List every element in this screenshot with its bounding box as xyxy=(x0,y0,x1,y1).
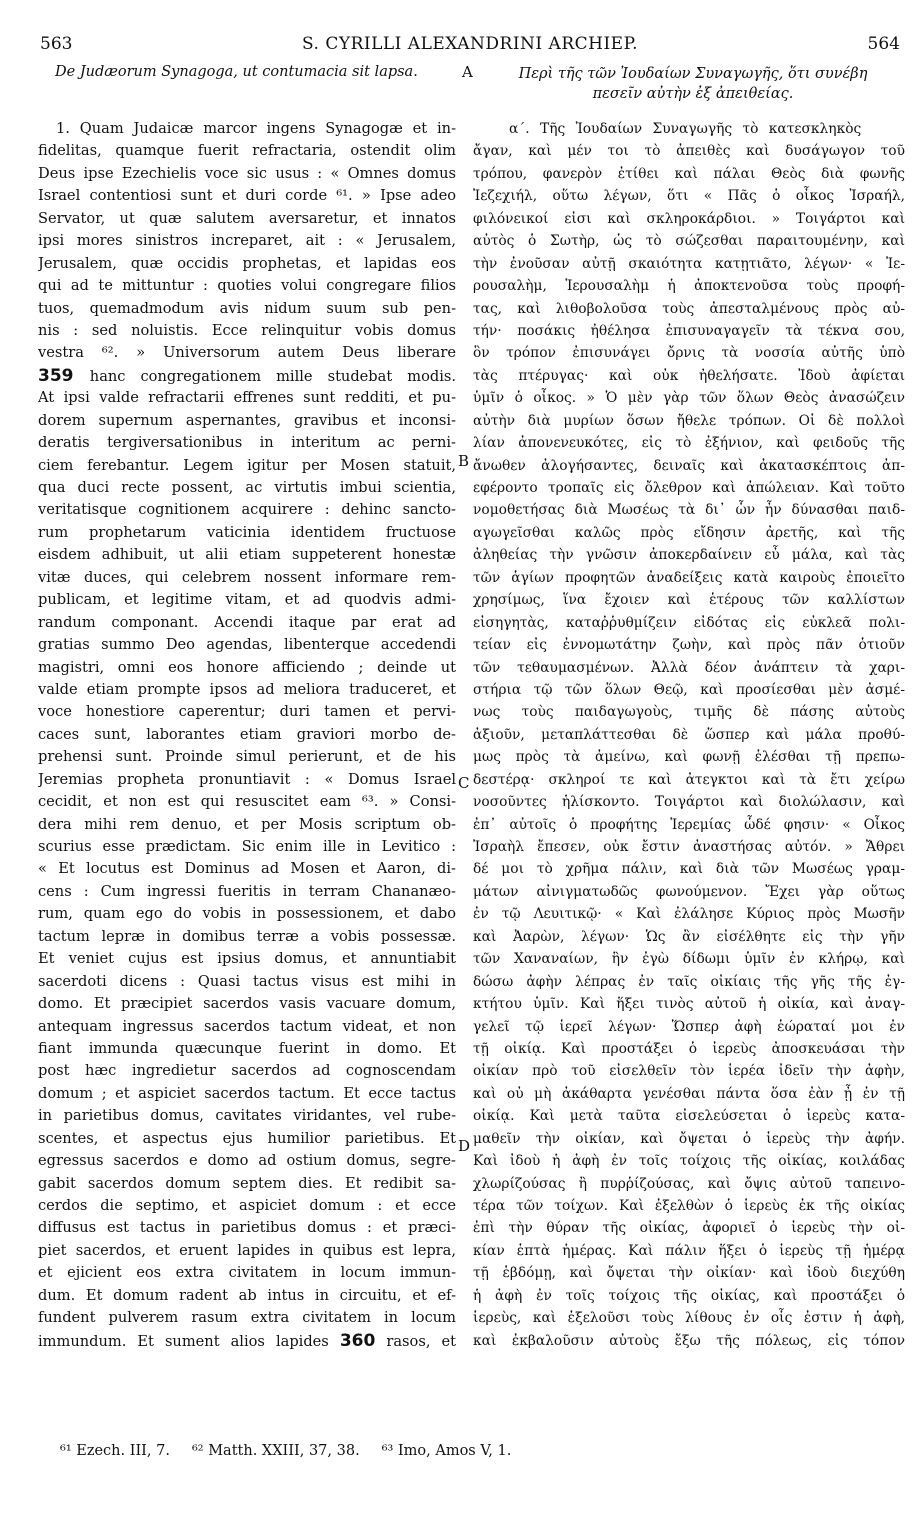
latin-line: piet sacerdos, et eruent lapides in quibus est lepra, xyxy=(38,1241,456,1259)
footnote: ⁶¹ Ezech. III, 7. xyxy=(60,1443,170,1459)
greek-line: κτήτου ὑμῖν. Καὶ ἥξει τινὸς αὐτοῦ ἡ οἰκία, καὶ ἀναγ- xyxy=(473,996,905,1013)
column-number-359: 359 xyxy=(38,365,90,386)
latin-line: Jeremias propheta pronuntiavit : « Domus Israel xyxy=(38,770,456,788)
page-number-left: 563 xyxy=(40,34,73,54)
greek-line: χρησίμως, ἵνα ἔχοιεν καὶ ἑτέρους τῶν καλλίστων xyxy=(473,592,905,609)
latin-line: caces sunt, laborantes etiam graviori morbo de- xyxy=(38,725,456,743)
margin-letter-b: B xyxy=(458,452,470,470)
greek-line: καὶ ἐκβαλοῦσιν αὐτοὺς ἔξω τῆς πόλεως, εἰς τόπον xyxy=(473,1332,905,1349)
latin-line: At ipsi valde refractarii effrenes sunt redditi, et pu- xyxy=(38,389,456,407)
section-mark-a: A xyxy=(462,63,473,81)
latin-line: « Et locutus est Dominus ad Mosen et Aaron, di- xyxy=(38,860,456,878)
latin-line: voce honestiore caperentur; duri tamen et pervi- xyxy=(38,703,456,721)
greek-line: μαθεῖν τὴν οἰκίαν, καὶ ὄψεται ὁ ἱερεὺς τὴν ἀφήν. xyxy=(473,1130,905,1147)
latin-line: immundum. Et sument alios lapides 360 rasos, et xyxy=(38,1330,456,1351)
greek-line: αγωγεῖσθαι καλῶς πρὸς εἴδησιν ἀρετῆς, καὶ τῆς xyxy=(473,524,905,541)
greek-line: ἐπ᾽ αὐτοῖς ὁ προφήτης Ἱερεμίας ὧδέ φησιν· « Οἶκος xyxy=(473,816,905,833)
latin-line: rum, quam ego do vobis in possessionem, et dabo xyxy=(38,905,456,923)
greek-line: καὶ Ἀαρὼν, λέγων· Ὡς ἂν εἰσέλθητε εἰς τὴν γῆν xyxy=(473,928,905,945)
greek-line: τῇ ἑβδόμῃ, καὶ ὄψεται τὴν οἰκίαν· καὶ ἰδοὺ διεχύθη xyxy=(473,1265,905,1282)
latin-line: veritatisque cognitionem acquirere : dehinc sancto- xyxy=(38,501,456,519)
latin-line: sacerdoti dicens : Quasi tactus visus est mihi in xyxy=(38,972,456,990)
margin-letter-d: D xyxy=(458,1137,471,1155)
latin-line: egressus sacerdos e domo ad ostium domus, segre- xyxy=(38,1152,456,1170)
greek-line: Καὶ ἰδοὺ ἡ ἀφὴ ἐν τοῖς τοίχοις τῆς οἰκίας, κοιλάδας xyxy=(473,1153,905,1170)
greek-line: ἄνωθεν ἀλογήσαντες, δειναῖς καὶ ἀκατασκέπτοις ἀπ- xyxy=(473,457,905,474)
greek-subtitle xyxy=(478,64,908,104)
greek-line: εφέροντο τροπαῖς εἰς ὄλεθρον καὶ ἀπώλειαν. Καὶ τοῦτο xyxy=(473,480,905,496)
column-number-360: 360 xyxy=(339,1330,376,1351)
greek-line: Ἰσραὴλ ἔπεσεν, οὐκ ἔστιν ἀναστήσας αὐτόν. » Ἄθρει xyxy=(473,839,905,855)
greek-line: τῶν τεθαυμασμένων. Ἀλλὰ δέον ἀνάπτειν τὰ χαρι- xyxy=(473,659,905,676)
greek-line: ἱερεὺς, καὶ ἐξελοῦσι τοὺς λίθους ἐν οἷς ἐστιν ἡ ἀφὴ, xyxy=(473,1310,905,1327)
latin-line: scurius esse prædictam. Sic enim ille in Levitico : xyxy=(38,838,456,855)
latin-line: Servator, ut quæ salutem aversaretur, et innatos xyxy=(38,209,456,227)
latin-line: fidelitas, quamque fuerit refractaria, ostendit olim xyxy=(38,142,456,160)
greek-line: δέ μοι τὸ χρῆμα πάλιν, καὶ διὰ τῶν Μωσέως γραμ- xyxy=(473,861,905,878)
latin-line: publicam, et legitime vitam, et ad quodvis admi- xyxy=(38,591,456,609)
latin-line: dorem supernum aspernantes, gravibus et inconsi- xyxy=(38,411,456,429)
greek-subtitle-line-1: Περὶ τῆς τῶν Ἰουδαίων Συναγωγῆς, ὅτι συνέβη xyxy=(518,66,868,82)
latin-line: antequam ingressus sacerdos tactum videat, et non xyxy=(38,1017,456,1035)
greek-subtitle-line-2: πεσεῖν αὐτὴν ἐξ ἀπειθείας. xyxy=(592,86,794,102)
footnote: ⁶² Matth. XXIII, 37, 38. xyxy=(191,1443,360,1459)
greek-line: ρουσαλὴμ, Ἱερουσαλὴμ ἡ ἀποκτενοῦσα τοὺς προφή- xyxy=(473,278,905,295)
greek-line: τῶν ἁγίων προφητῶν ἀναδείξεις κατὰ καιροὺς ἐποιεῖτο xyxy=(473,569,905,586)
greek-line: τὰς πτέρυγας· καὶ οὐκ ἠθελήσατε. Ἰδοὺ ἀφίεται xyxy=(473,367,905,384)
greek-line: χλωρίζούσας ἢ πυρῥίζούσας, καὶ ὄψις αὐτοῦ ταπεινο- xyxy=(473,1175,905,1192)
footnote: ⁶³ Imo, Amos V, 1. xyxy=(381,1443,512,1459)
greek-line: ἡ ἀφὴ ἐν τοῖς τοίχοις τῆς οἰκίας, καὶ προστάξει ὁ xyxy=(473,1287,905,1304)
greek-line: α΄. Τῆς Ἰουδαίων Συναγωγῆς τὸ κατεσκληκὸς xyxy=(509,121,862,137)
greek-line: δεστέρᾳ· σκληροί τε καὶ ἀτεγκτοι καὶ τὰ ἔτι χείρω xyxy=(473,771,905,788)
greek-line: γελεῖ τῷ ἱερεῖ λέγων· Ὥσπερ ἀφὴ ἑώραταί μοι ἐν xyxy=(473,1018,905,1035)
latin-subtitle: De Judæorum Synagoga, ut contumacia sit lapsa. xyxy=(55,64,418,80)
greek-line: στήρια τῷ τῶν ὅλων Θεῷ, καὶ προσίεσθαι μὲν ἀσμέ- xyxy=(473,681,905,698)
page-header xyxy=(40,34,900,58)
greek-line: Ἰεζεχιήλ, οὕτω λέγων, ὅτι « Πᾶς ὁ οἶκος Ἰσραήλ, xyxy=(473,188,905,205)
greek-line: τήν· ποσάκις ἠθέλησα ἐπισυναγαγεῖν τὰ τέκνα σου, xyxy=(473,322,905,339)
greek-line: οἰκίαν πρὸ τοῦ εἰσελθεῖν τὸν ἱερέα ἰδεῖν τὴν ἀφὴν, xyxy=(473,1063,905,1080)
latin-line: domo. Et præcipiet sacerdos vasis vacuare domum, xyxy=(38,995,456,1013)
latin-line: post hæc ingredietur sacerdos ad cognoscendam xyxy=(38,1062,456,1080)
greek-line: εἰσηγητὰς, καταῤῥυθμίζειν εἰδότας εἰς εὐκλεᾶ πολι- xyxy=(473,614,905,631)
greek-line: μάτων αἰνιγματωδῶς φωνούμενον. Ἔχει γὰρ οὕτως xyxy=(473,883,905,900)
greek-line: νοσοῦντες ἡλίσκοντο. Τοιγάρτοι καὶ διολώλασιν, καὶ xyxy=(473,794,905,811)
latin-line: dera mihi rem denuo, et per Mosis scriptum ob- xyxy=(38,815,456,833)
footnotes xyxy=(60,1443,533,1459)
running-title: S. CYRILLI ALEXANDRINI ARCHIEP. xyxy=(302,34,638,54)
greek-line: αὐτὸς ὁ Σωτὴρ, ὡς τὸ σώζεσθαι παραιτουμένην, καὶ xyxy=(473,233,905,250)
latin-line: vitæ duces, qui celebrem nossent informare rem- xyxy=(38,568,456,586)
latin-line: dum. Et domum radent ab intus in circuitu, et ef- xyxy=(38,1286,456,1304)
greek-line: ἀξιοῦν, μεταπλάττεσθαι δὲ ὥσπερ καὶ μάλα προθύ- xyxy=(473,726,905,743)
latin-line: et ejicient eos extra civitatem in locum immun- xyxy=(38,1264,456,1282)
greek-line: τας, καὶ λιθοβολοῦσα τοὺς ἀπεσταλμένους πρὸς αὐ- xyxy=(473,300,905,317)
latin-line: in parietibus domus, cavitates viridantes, vel rube- xyxy=(38,1107,456,1125)
latin-line: domum ; et aspiciet sacerdos tactum. Et ecce tactus xyxy=(38,1084,456,1102)
latin-line: nis : sed noluistis. Ecce relinquitur vobis domus xyxy=(38,321,456,339)
latin-line: fundent pulverem rasum extra civitatem in locum xyxy=(38,1309,456,1327)
greek-line: ἐπὶ τὴν θύραν τῆς οἰκίας, ἀφοριεῖ ὁ ἱερεὺς τὴν οἰ- xyxy=(473,1220,905,1237)
greek-line: καὶ οὐ μὴ ἀκάθαρτα γενέσθαι πάντα ὅσα ἐὰν ᾖ ἐν τῇ xyxy=(473,1085,905,1102)
greek-line: μως πρὸς τὰ ἀμείνω, καὶ φωνῇ ἑλέσθαι τῇ πρεπω- xyxy=(473,749,905,766)
latin-line: 359 hanc congregationem mille studebat modis. xyxy=(38,365,456,386)
latin-line: valde etiam prompte ipsos ad meliora traduceret, et xyxy=(38,680,456,698)
latin-line: cerdos die septimo, et aspiciet domum : et ecce xyxy=(38,1197,456,1214)
latin-line: eisdem adhibuit, ut alii etiam suppeterent honestæ xyxy=(38,546,456,564)
greek-line: λίαν ἀπονενευκότες, εἰς τὸ ἐξήνιον, καὶ φειδοῦς τῆς xyxy=(473,435,905,452)
latin-line: rum prophetarum vaticinia identidem fructuose xyxy=(38,523,456,541)
greek-line: αὐτὴν διὰ μυρίων ὅσων ἤθελε τρόπων. Οἱ δὲ πολλοὶ xyxy=(473,412,905,429)
latin-line: qua duci recte possent, ac virtutis imbui scientia, xyxy=(38,479,456,496)
latin-line: fiant immunda quæcunque fuerint in domo. Et xyxy=(38,1039,456,1057)
latin-line: vestra ⁶². » Universorum autem Deus liberare xyxy=(38,344,456,362)
latin-line: gratias summo Deo agendas, libenterque accedendi xyxy=(38,636,456,654)
latin-line: cens : Cum ingressi fueritis in terram Chananæo- xyxy=(38,882,456,900)
latin-column xyxy=(38,118,456,1438)
latin-line: tactum lepræ in domibus terræ a vobis possessæ. xyxy=(38,927,456,945)
latin-line: 1. Quam Judaicæ marcor ingens Synagogæ et in- xyxy=(56,120,456,137)
greek-line: τρόπου, φανερὸν ἐτίθει καὶ πάλαι Θεὸς διὰ φωνῆς xyxy=(473,165,905,182)
greek-line: νομοθετήσας διὰ Μωσέως τὰ δι᾽ ὧν ἦν δύνασθαι παιδ- xyxy=(473,502,905,519)
latin-line: randum componant. Accendi itaque par erat ad xyxy=(38,613,456,631)
greek-line: τὴν ἐνοῦσαν αὐτῇ σκαιότητα κατῃτιᾶτο, λέγων· « Ἰε- xyxy=(473,255,905,272)
greek-line: τῶν Χαναναίων, ἣν ἐγὼ δίδωμι ὑμῖν ἐν κλήρῳ, καὶ xyxy=(473,951,905,968)
greek-line: τείαν εἰς ἐννομωτάτην ζωὴν, καὶ πρὸς πᾶν ὁτιοῦν xyxy=(473,637,905,654)
latin-line: Deus ipse Ezechielis voce sic usus : « Omnes domus xyxy=(38,164,456,182)
greek-line: νως τοὺς παιδαγωγοὺς, τιμῆς δὲ πάσης αὐτοὺς xyxy=(473,704,905,721)
latin-line: Et veniet cujus est ipsius domus, et annuntiabit xyxy=(38,950,456,968)
greek-line: οἰκίᾳ. Καὶ μετὰ ταῦτα εἰσελεύσεται ὁ ἱερεὺς κατα- xyxy=(473,1108,905,1125)
greek-line: ἐν τῷ Λευιτικῷ· « Καὶ ἐλάλησε Κύριος πρὸς Μωσῆν xyxy=(473,906,905,923)
greek-line: δώσω ἀφὴν λέπρας ἐν ταῖς οἰκίαις τῆς γῆς τῆς ἐγ- xyxy=(473,973,905,990)
greek-line: φιλόνεικοί εἰσι καὶ σκληροκάρδιοι. » Τοιγάρτοι καὶ xyxy=(473,210,905,227)
greek-column xyxy=(473,118,905,1438)
latin-line: ipsi mores sinistros increparet, ait : « Jerusalem, xyxy=(38,232,456,250)
greek-line: ἄγαν, καὶ μέν τοι τὸ ἀπειθὲς καὶ δυσάγωγον τοῦ xyxy=(473,143,905,160)
latin-line: qui ad te mittuntur : quoties volui congregare filios xyxy=(38,277,456,295)
greek-line: τέρα τῶν τοίχων. Καὶ ἐξελθὼν ὁ ἱερεὺς ἐκ τῆς οἰκίας xyxy=(473,1198,905,1214)
latin-line: magistri, omni eos honore afficiendo ; deinde ut xyxy=(38,658,456,676)
greek-line: κίαν ἑπτὰ ἡμέρας. Καὶ πάλιν ἥξει ὁ ἱερεὺς τῇ ἡμέρᾳ xyxy=(473,1242,905,1259)
latin-line: diffusus est tactus in parietibus domus : et præci- xyxy=(38,1219,456,1237)
greek-line: ἀληθείας τὴν γνῶσιν ἀποκερδαίνειν εὖ μάλα, καὶ τὰς xyxy=(473,547,905,564)
latin-line: Israel contentiosi sunt et duri corde ⁶¹. » Ipse adeo xyxy=(38,187,456,205)
greek-line: ὑμῖν ὁ οἶκος. » Ὁ μὲν γὰρ τῶν ὅλων Θεὸς ἀνασώζειν xyxy=(473,390,905,407)
latin-line: Jerusalem, quæ occidis prophetas, et lapidas eos xyxy=(38,254,456,272)
greek-line: ὃν τρόπον ἐπισυνάγει ὄρνις τὰ νοσσία αὐτῆς ὑπὸ xyxy=(473,345,905,362)
latin-line: scentes, et aspectus ejus humilior parietibus. Et xyxy=(38,1129,456,1147)
page-number-right: 564 xyxy=(867,34,900,54)
latin-line: gabit sacerdos domum septem dies. Et redibit sa- xyxy=(38,1174,456,1192)
latin-line: cecidit, et non est qui resuscitet eam ⁶³. » Consi- xyxy=(38,793,456,811)
greek-line: τῇ οἰκίᾳ. Καὶ προστάξει ὁ ἱερεὺς ἀποσκευάσαι τὴν xyxy=(473,1040,905,1057)
latin-line: ciem ferebantur. Legem igitur per Mosen statuit, xyxy=(38,456,456,474)
margin-letter-c: C xyxy=(458,774,470,792)
latin-line: tuos, quemadmodum avis nidum suum sub pen- xyxy=(38,299,456,317)
latin-line: deratis tergiversationibus in interitum ac perni- xyxy=(38,434,456,452)
latin-line: prehensi sunt. Proinde simul perierunt, et de his xyxy=(38,748,456,766)
